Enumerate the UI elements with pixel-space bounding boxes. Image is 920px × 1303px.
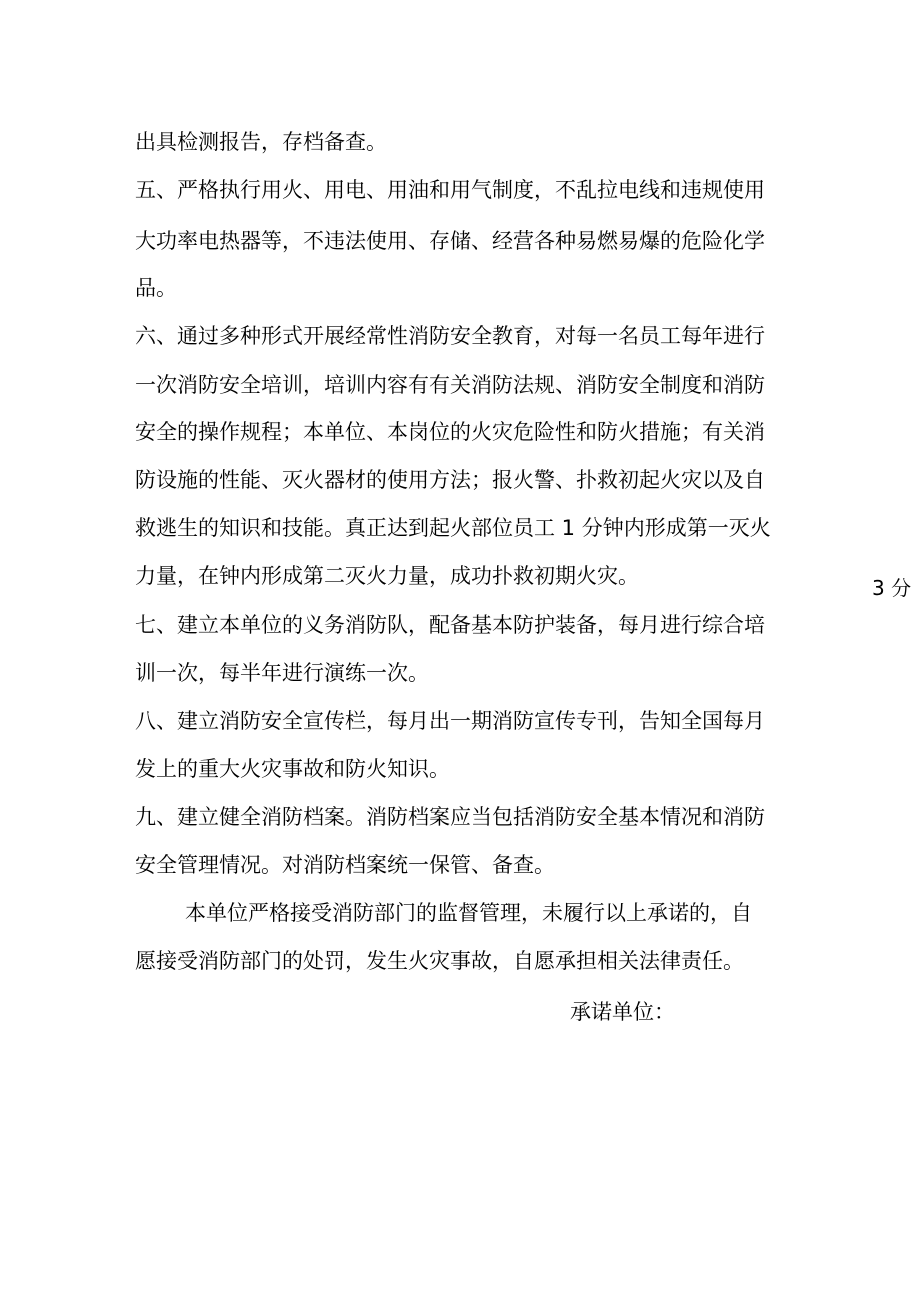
text-line-7: 安全的操作规程；本单位、本岗位的火灾危险性和防火措施；有关消 [135,420,765,444]
text-line-17: 本单位严格接受消防部门的监督管理，未履行以上承诺的，自 [185,901,752,925]
text-line-4: 品。 [135,276,177,300]
text-line-8: 防设施的性能、灭火器材的使用方法；报火警、扑救初起火灾以及自 [135,468,765,492]
text-line-18: 愿接受消防部门的处罚，发生火灾事故，自愿承担相关法律责任。 [135,949,744,973]
margin-note: 3 分 [872,576,912,600]
text-line-3: 大功率电热器等，不违法使用、存储、经营各种易燃易爆的危险化学 [135,229,765,253]
text-line-5: 六、通过多种形式开展经常性消防安全教育，对每一名员工每年进行 [135,324,765,348]
text-line-12: 训一次，每半年进行演练一次。 [135,661,429,685]
text-line-1: 出具检测报告，存档备查。 [135,130,387,154]
text-line-11: 七、建立本单位的义务消防队，配备基本防护装备，每月进行综合培 [135,613,765,637]
text-line-10: 力量，在钟内形成第二灭火力量，成功扑救初期火灾。 [135,564,639,588]
text-line-9: 救逃生的知识和技能。真正达到起火部位员工 1 分钟内形成第一灭火 [135,516,771,540]
signature-label: 承诺单位： [570,1000,675,1024]
text-line-15: 九、建立健全消防档案。消防档案应当包括消防安全基本情况和消防 [135,805,765,829]
text-line-2: 五、严格执行用火、用电、用油和用气制度，不乱拉电线和违规使用 [135,178,765,202]
text-line-16: 安全管理情况。对消防档案统一保管、备查。 [135,853,555,877]
text-line-14: 发上的重大火灾事故和防火知识。 [135,757,450,781]
text-line-13: 八、建立消防安全宣传栏，每月出一期消防宣传专刊，告知全国每月 [135,709,765,733]
text-line-6: 一次消防安全培训，培训内容有有关消防法规、消防安全制度和消防 [135,373,765,397]
